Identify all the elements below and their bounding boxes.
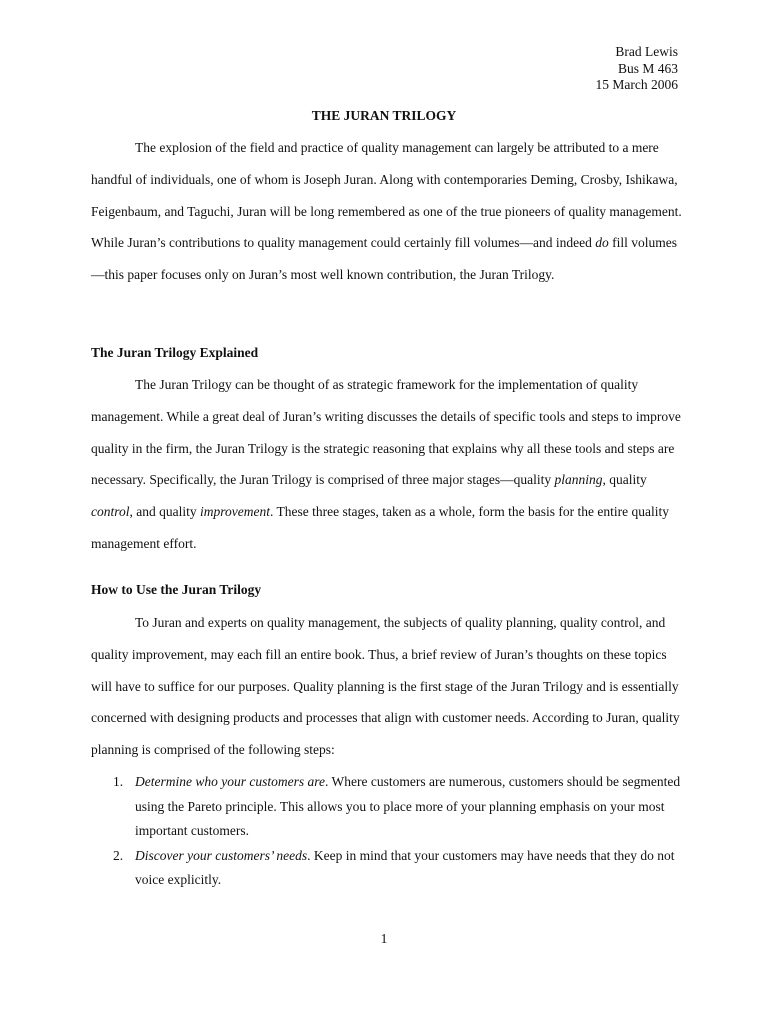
emphasis-do: do	[595, 235, 609, 251]
intro-section	[91, 132, 687, 291]
emphasis-improvement: improvement	[200, 504, 270, 520]
explained-paragraph: The Juran Trilogy can be thought of as strategic framework for the implementation of quality management. While a great deal of Juran’s writing discusses the details of specific tools and steps to improve quality in the firm, the Juran Trilogy is the strategic reasoning that explains why all these tools and steps are necessary. Specifically, the Juran Trilogy is comprised of three major stages—quality planning, quality control, and quality improvement. These three stages, taken as a whole, form the basis for the entire quality management effort.	[91, 377, 681, 551]
list-item-number: 1.	[113, 774, 124, 789]
explained-section	[91, 369, 687, 560]
author-name: Brad Lewis	[615, 44, 678, 59]
section-heading-explained: The Juran Trilogy Explained	[91, 345, 259, 360]
list-item	[91, 844, 687, 893]
page-number: 1	[380, 931, 388, 946]
how-to-use-section	[91, 607, 687, 766]
list-item-text: . Where customers are numerous, customers should be segmented using the Pareto principle. This allows you to place more of your planning emphasis on your most important customers.	[135, 774, 681, 838]
section-heading-how-to-use: How to Use the Juran Trilogy	[91, 582, 262, 597]
course-code: Bus M 463	[617, 60, 678, 76]
list-item-text: . Keep in mind that your customers may have needs that they do not voice explicitly.	[135, 847, 675, 887]
emphasis-control: control	[91, 504, 130, 520]
list-item-number: 2.	[113, 847, 124, 863]
list-item-emphasis: Determine who your customers are	[135, 774, 325, 789]
emphasis-planning: planning	[554, 472, 603, 488]
list-item	[91, 770, 687, 844]
list-item-emphasis: Discover your customers’ needs	[135, 847, 308, 863]
document-title: THE JURAN TRILOGY	[311, 108, 457, 123]
document-date: 15 March 2006	[595, 77, 678, 92]
author-header	[596, 44, 678, 94]
planning-steps-list	[91, 770, 687, 893]
intro-paragraph: The explosion of the field and practice of quality management can largely be attributed to a mere handful of individuals, one of whom is Joseph Juran. Along with contemporaries Deming, Crosby, Ishikawa, Feigenbaum, and Taguchi, Juran will be long remembered as one of the true pioneers of quality management. While Juran’s contributions to quality management could certainly fill volumes—and indeed do fill volumes—this paper focuses only on Juran’s most well known contribution, the Juran Trilogy.	[91, 140, 682, 283]
how-to-use-paragraph: To Juran and experts on quality management, the subjects of quality planning, quality control, and quality improvement, may each fill an entire book. Thus, a brief review of Juran’s thoughts on these topics will have to suffice for our purposes. Quality planning is the first stage of the Juran Trilogy and is essentially concerned with designing products and processes that align with customer needs. According to Juran, quality planning is comprised of the following steps:	[91, 615, 680, 758]
